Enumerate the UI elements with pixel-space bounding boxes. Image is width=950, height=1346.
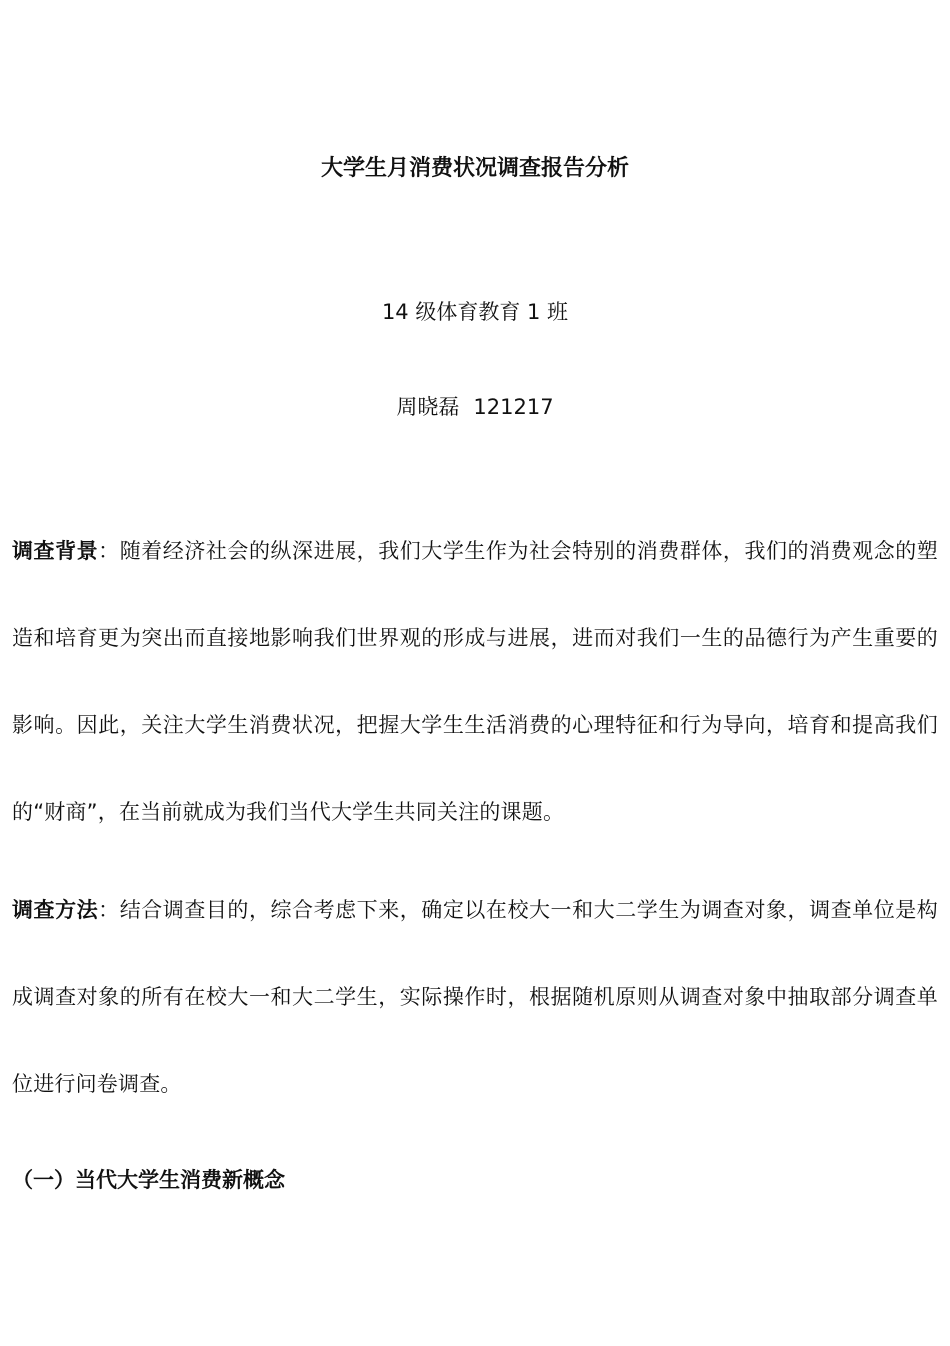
- method-paragraph: [12, 867, 938, 1128]
- author-id: 121217: [473, 395, 554, 419]
- background-paragraph: [12, 508, 938, 856]
- class-name: 14 级体育教育 1 班: [381, 300, 569, 324]
- author-name: 周晓磊: [396, 395, 460, 419]
- method-label: 调查方法: [12, 898, 99, 922]
- method-text: 结合调查目的，综合考虑下来，确定以在校大一和大二学生为调查对象，调查单位是构成调查对象的所有在校大一和大二学生，实际操作时，根据随机原则从调查对象中抽取部分调查单位进行问卷调查。: [12, 898, 938, 1096]
- background-label: 调查背景: [12, 539, 99, 563]
- section-heading: （一）当代大学生消费新概念: [12, 1168, 285, 1192]
- background-text: 随着经济社会的纵深进展，我们大学生作为社会特别的消费群体，我们的消费观念的塑造和培育更为突出而直接地影响我们世界观的形成与进展，进而对我们一生的品德行为产生重要的影响。因此，关注大学生消费状况，把握大学生生活消费的心理特征和行为导向，培育和提高我们的“财商”，在当前就成为我们当代大学生共同关注的课题。: [12, 539, 938, 824]
- document-title: 大学生月消费状况调查报告分析: [320, 156, 629, 181]
- author-line: [0, 391, 950, 423]
- method-separator: ：: [98, 898, 120, 922]
- background-separator: ：: [98, 539, 120, 563]
